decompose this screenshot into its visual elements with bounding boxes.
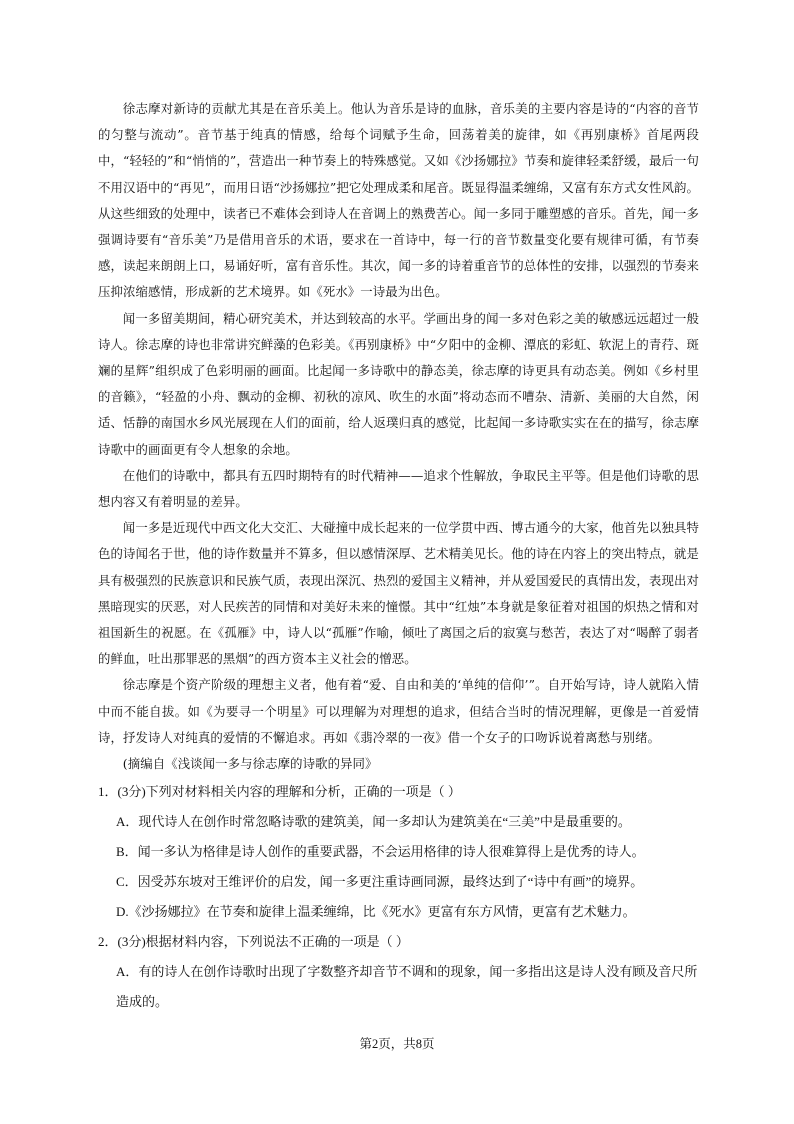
question-1 — [98, 777, 699, 927]
question-2 — [98, 927, 699, 1017]
passage-source: (摘编自《浅谈闻一多与徐志摩的诗歌的异同》 — [122, 756, 378, 772]
page-number: 第2页，共8页 — [359, 1037, 435, 1051]
passage-paragraph-1: 徐志摩对新诗的贡献尤其是在音乐美上。他认为音乐是诗的血脉，音乐美的主要内容是诗的“内容的音节的匀整与流动”。音节基于纯真的情感，给每个词赋予生命，回荡着美的旋律，如《再别康桥》首尾两段中，“轻轻的”和“悄悄的”，营造出一种节奏上的特殊感觉。又如《沙扬娜拉》节奏和旋律轻柔舒缓，最后一句不用汉语中的“再见”，而用日语“沙扬娜拉”把它处理成柔和尾音。既显得温柔缠绵，又富有东方式女性风韵。从这些细致的处理中，读者已不难体会到诗人在音调上的熟费苦心。闻一多同于雕塑感的音乐。首先，闻一多强调诗要有“音乐美”乃是借用音乐的术语，要求在一首诗中，每一行的音节数量变化要有规律可循，有节奏感，读起来朗朗上口，易诵好听，富有音乐性。其次，闻一多的诗着重音节的总体性的安排，以强烈的节奏来压抑浓缩感情，形成新的艺术境界。如《死水》一诗最为出色。 — [98, 101, 699, 300]
question-1-stem: 1．(3分)下列对材料相关内容的理解和分析，正确的一项是（ ） — [98, 784, 461, 800]
question-1-option-c: C．因受苏东坡对王维评价的启发，闻一多更注重诗画同源，最终达到了“诗中有画”的境界。 — [116, 874, 644, 890]
passage-paragraph-3: 在他们的诗歌中，都具有五四时期特有的时代精神——追求个性解放，争取民主平等。但是他们诗歌的思想内容又有着明显的差异。 — [98, 467, 699, 510]
question-2-stem: 2．(3分)根据材料内容，下列说法不正确的一项是（ ） — [98, 934, 409, 950]
question-list — [98, 777, 699, 1017]
question-1-option-d: D.《沙扬娜拉》在节奏和旋律上温柔缠绵，比《死水》更富有东方风情，更富有艺术魅力。 — [116, 904, 636, 920]
question-1-option-b: B．闻一多认为格律是诗人创作的重要武器，不会运用格律的诗人很难算得上是优秀的诗人。 — [116, 844, 645, 860]
reading-passage — [98, 96, 699, 777]
question-1-option-a: A．现代诗人在创作时常忽略诗歌的建筑美，闻一多却认为建筑美在“三美”中是最重要的。 — [116, 814, 631, 830]
question-2-option-a: A．有的诗人在创作诗歌时出现了字数整齐却音节不调和的现象，闻一多指出这是诗人没有顾及音尺所造成的。 — [116, 964, 698, 1010]
passage-paragraph-2: 闻一多留美期间，精心研究美术，并达到较高的水平。学画出身的闻一多对色彩之美的敏感远远超过一般诗人。徐志摩的诗也非常讲究鲜藻的色彩美。《再别康桥》中“夕阳中的金柳、潭底的彩虹、软泥上的青荇、斑斓的星辉”组织成了色彩明丽的画面。比起闻一多诗歌中的静态美，徐志摩的诗更具有动态美。例如《乡村里的音籁》，“轻盈的小舟、飘动的金柳、初秋的凉风、吹生的水面”将动态而不嘈杂、清新、美丽的大自然，闲适、恬静的南国水乡风光展现在人们的面前，给人返璞归真的感觉，比起闻一多诗歌实实在在的描写，徐志摩诗歌中的画面更有令人想象的余地。 — [98, 310, 699, 457]
passage-paragraph-5: 徐志摩是个资产阶级的理想主义者，他有着“爱、自由和美的‘单纯的信仰’”。自开始写诗，诗人就陷入情中而不能自拔。如《为要寻一个明星》可以理解为对理想的追求，但结合当时的情况理解，更像是一首爱情诗，抒发诗人对纯真的爱情的不懈追求。再如《翡冷翠的一夜》借一个女子的口吻诉说着离愁与别绪。 — [98, 677, 699, 745]
passage-paragraph-4: 闻一多是近现代中西文化大交汇、大碰撞中成长起来的一位学贯中西、博古通今的大家，他首先以独具特色的诗闻名于世，他的诗作数量并不算多，但以感情深厚、艺术精美见长。他的诗在内容上的突出特点，就是具有极强烈的民族意识和民族气质，表现出深沉、热烈的爱国主义精神，并从爱国爱民的真情出发，表现出对黑暗现实的厌恶，对人民疾苦的同情和对美好未来的憧憬。其中“红烛”本身就是象征着对祖国的炽热之情和对祖国新生的祝愿。在《孤雁》中，诗人以“孤雁”作喻，倾吐了离国之后的寂寞与愁苦，表达了对“喝醉了弱者的鲜血，吐出那罪恶的黑烟”的西方资本主义社会的憎恶。 — [98, 520, 699, 667]
